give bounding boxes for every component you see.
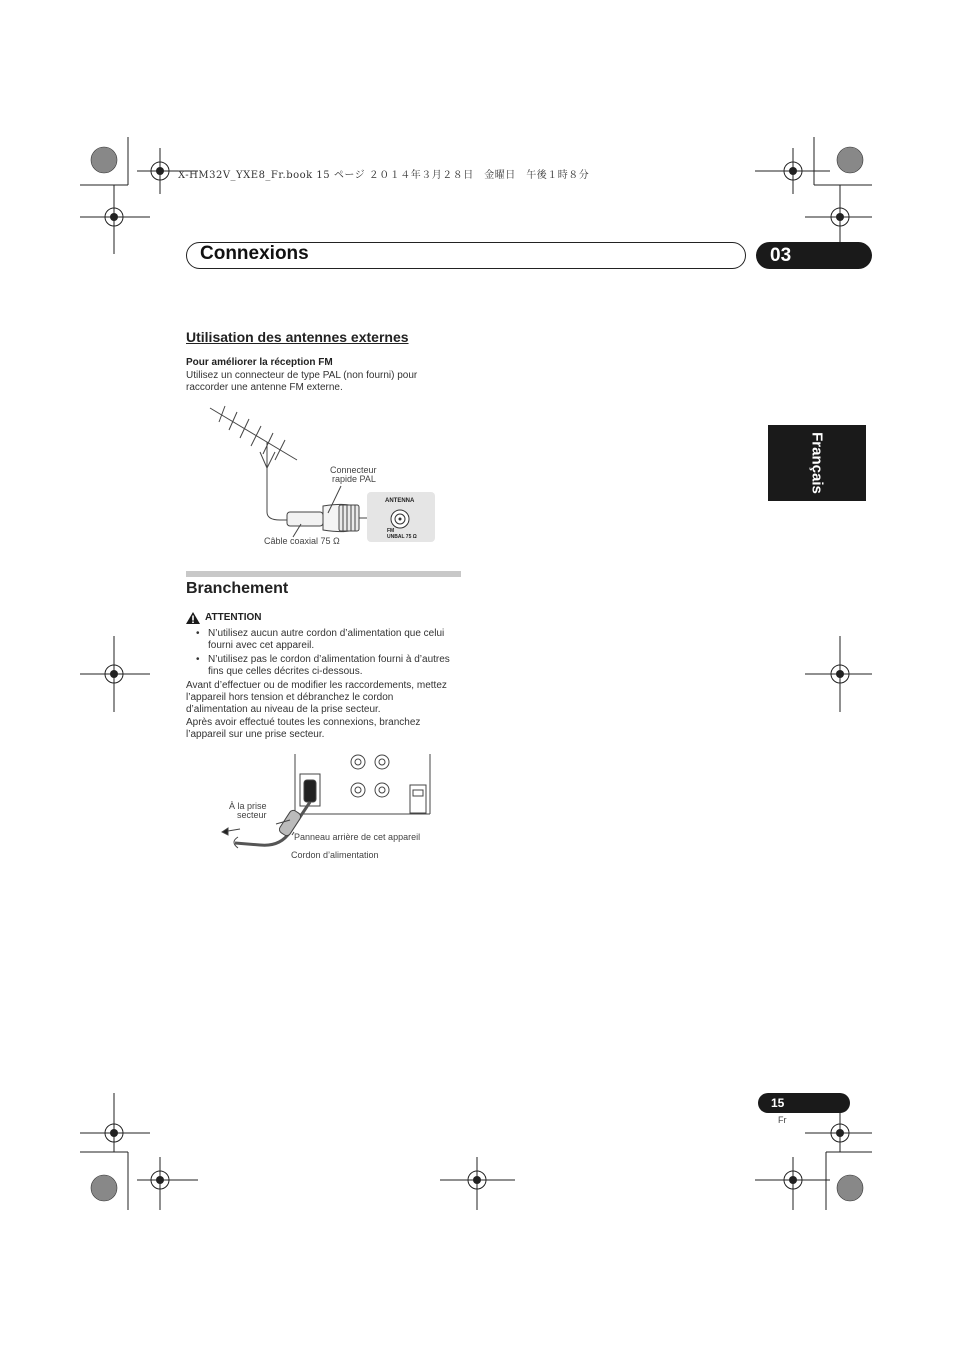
page-number-badge: 15 — [758, 1093, 850, 1113]
section-heading-antennas: Utilisation des antennes externes — [186, 329, 409, 345]
section-heading-branchement: Branchement — [186, 580, 289, 597]
language-tab — [768, 425, 866, 501]
branch-paragraph1-line3: d’alimentation au niveau de la prise secteur. — [186, 704, 381, 715]
connector-label-line1: Connecteur — [330, 465, 377, 475]
chapter-number: 03 — [756, 242, 872, 269]
attention-label: ATTENTION — [205, 612, 262, 623]
page-language: Fr — [778, 1115, 787, 1125]
chapter-title: Connexions — [200, 243, 309, 264]
warning-icon — [186, 612, 200, 624]
language-tab-label: Français — [808, 432, 826, 494]
antenna-paragraph-line2: raccorder une antenne FM externe. — [186, 382, 343, 393]
branch-paragraph2-line1: Après avoir effectué toutes les connexions, branchez — [186, 717, 421, 728]
bullet-line: fins que celles décrites ci-dessous. — [208, 666, 363, 677]
power-cord-label: Cordon d’alimentation — [291, 850, 379, 860]
bullet-line: fourni avec cet appareil. — [208, 640, 315, 651]
outlet-label-line1: À la prise — [229, 801, 267, 811]
print-header: X-HM32V_YXE8_Fr.book 15 ページ ２０１４年３月２８日 金曜日 午後１時８分 — [178, 170, 590, 181]
bullet-dot: • — [196, 654, 200, 665]
section-divider — [186, 571, 461, 577]
bullet-dot: • — [196, 628, 200, 639]
branch-paragraph2-line2: l’appareil sur une prise secteur. — [186, 729, 325, 740]
outlet-label-line2: secteur — [237, 810, 267, 820]
branch-paragraph1-line2: l’appareil hors tension et débranchez le cordon — [186, 692, 394, 703]
panel-fm-label: FM — [387, 528, 395, 534]
subheading-fm: Pour améliorer la réception FM — [186, 357, 333, 368]
bullet-line: N’utilisez pas le cordon d’alimentation fourni à d’autres — [208, 654, 450, 665]
rear-panel-label: Panneau arrière de cet appareil — [294, 832, 421, 842]
antenna-paragraph-line1: Utilisez un connecteur de type PAL (non fourni) pour — [186, 370, 418, 381]
cable-label: Câble coaxial 75 Ω — [264, 536, 340, 546]
bullet-line: N’utilisez aucun autre cordon d’alimentation que celui — [208, 628, 445, 639]
panel-antenna-label: ANTENNA — [385, 498, 415, 504]
panel-unbal-label: UNBAL 75 Ω — [387, 534, 417, 540]
connector-label-line2: rapide PAL — [332, 474, 376, 484]
branch-paragraph1-line1: Avant d’effectuer ou de modifier les raccordements, mettez — [186, 680, 447, 691]
